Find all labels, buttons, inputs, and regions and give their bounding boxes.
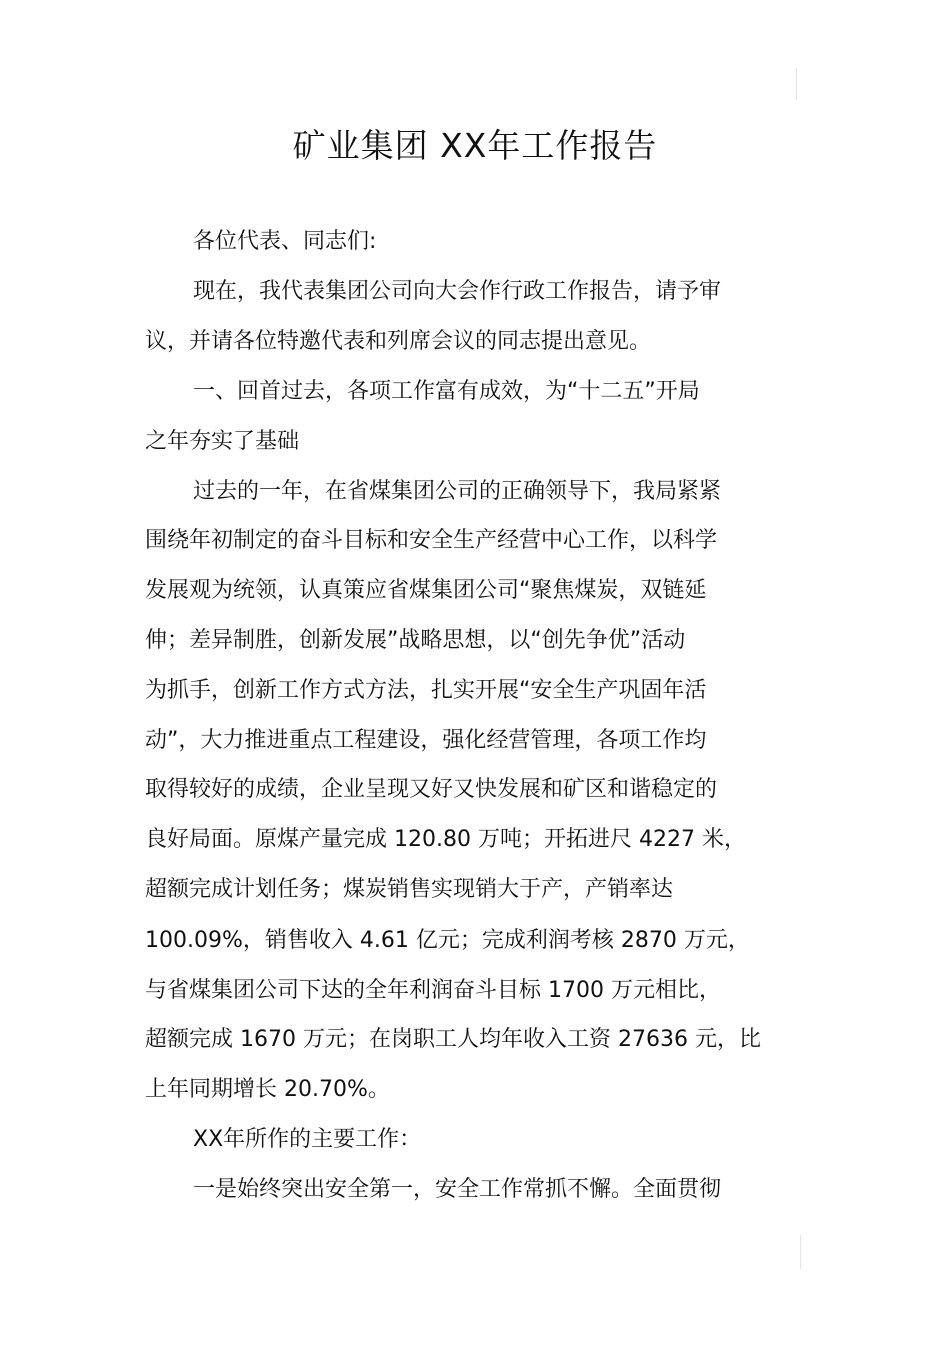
paragraph-line: 与省煤集团公司下达的全年利润奋斗目标 1700 万元相比，: [145, 978, 721, 1003]
document-title: 矿业集团 XX年工作报告: [292, 126, 658, 165]
section-heading: XX年所作的主要工作：: [193, 1127, 422, 1152]
paragraph-line: 过去的一年，在省煤集团公司的正确领导下，我局紧紧: [193, 479, 722, 504]
section-heading: 之年夯实了基础: [145, 429, 300, 454]
margin-mark-top-right: [796, 68, 797, 100]
paragraph-line: 上年同期增长 20.70%。: [145, 1077, 390, 1102]
paragraph-line: 伸；差异制胜，创新发展”战略思想，以“创先争优”活动: [145, 628, 686, 653]
paragraph-line: 一是始终突出安全第一，安全工作常抓不懈。全面贯彻: [193, 1177, 722, 1202]
margin-mark-bottom-right: [800, 1235, 801, 1269]
paragraph-line: 动”，大力推进重点工程建设，强化经营管理，各项工作均: [145, 728, 707, 753]
paragraph-line: 为抓手，创新工作方式方法，扎实开展“安全生产巩固年活: [145, 678, 707, 703]
salutation: 各位代表、同志们:: [193, 229, 377, 254]
paragraph-line: 议，并请各位特邀代表和列席会议的同志提出意见。: [145, 329, 652, 354]
paragraph-line: 取得较好的成绩，企业呈现又好又快发展和矿区和谐稳定的: [145, 777, 718, 802]
paragraph-line: 超额完成计划任务；煤炭销售实现销大于产，产销率达: [145, 877, 674, 902]
paragraph-line: 超额完成 1670 万元；在岗职工人均年收入工资 27636 元，比: [145, 1027, 761, 1052]
paragraph-line: 围绕年初制定的奋斗目标和安全生产经营中心工作，以科学: [145, 528, 718, 553]
paragraph-line: 现在，我代表集团公司向大会作行政工作报告，请予审: [193, 279, 722, 304]
paragraph-line: 良好局面。原煤产量完成 120.80 万吨；开拓进尺 4227 米，: [145, 827, 746, 852]
section-heading: 一、回首过去，各项工作富有成效，为“十二五”开局: [193, 379, 700, 404]
paragraph-line: 发展观为统领，认真策应省煤集团公司“聚焦煤炭，双链延: [145, 578, 707, 603]
paragraph-line: 100.09%，销售收入 4.61 亿元；完成利润考核 2870 万元，: [145, 928, 750, 953]
